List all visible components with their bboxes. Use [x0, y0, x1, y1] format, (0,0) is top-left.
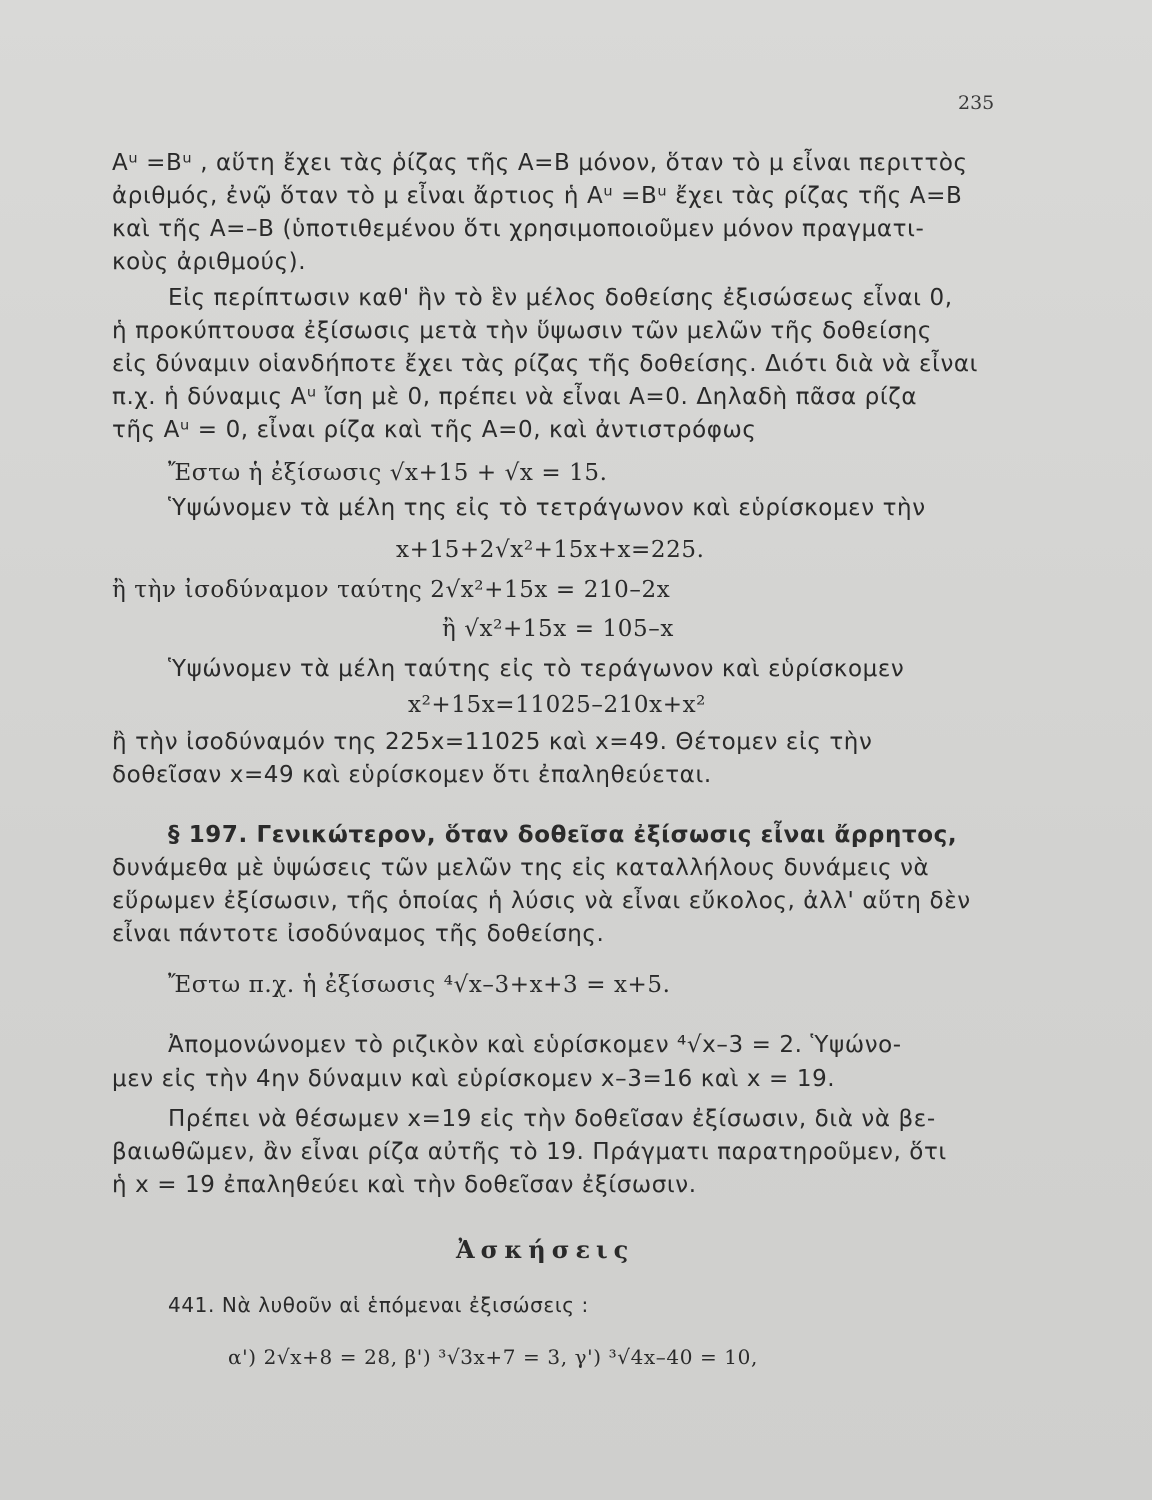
text-line-4: κοὺς ἀριθμούς). — [112, 249, 307, 275]
text-line-24: Ἀπομονώνομεν τὸ ριζικὸν καὶ εὑρίσκομεν ⁴√x–3 = 2. Ὑψώνο- — [168, 1032, 902, 1058]
page-number: 235 — [958, 92, 995, 114]
text-line-2: ἀριθμός, ἐνῷ ὅταν τὸ μ εἶναι ἄρτιος ἡ Aᵘ =Bᵘ ἔχει τὰς ρίζας τῆς A=B — [112, 183, 963, 209]
text-line-28: ἡ x = 19 ἐπαληθεύει καὶ τὴν δοθεῖσαν ἐξίσωσιν. — [112, 1172, 697, 1198]
text-line-22: εἶναι πάντοτε ἰσοδύναμος τῆς δοθείσης. — [112, 921, 605, 947]
example-equation-line: Ἔστω ἡ ἐξίσωσις √x+15 + √x = 15. — [168, 460, 608, 486]
text-line-18: δοθεῖσαν x=49 καὶ εὑρίσκομεν ὅτι ἐπαληθεύεται. — [112, 762, 712, 788]
exercise-items: α') 2√x+8 = 28, β') ³√3x+7 = 3, γ') ³√4x–40 = 10, — [228, 1345, 758, 1369]
text-line-7: εἰς δύναμιν οἱανδήποτε ἔχει τὰς ρίζας τῆς δοθείσης. Διότι διὰ νὰ εἶναι — [112, 351, 979, 377]
text-line-11: Ὑψώνομεν τὰ μέλη της εἰς τὸ τετράγωνον καὶ εὑρίσκομεν τὴν — [168, 495, 926, 521]
text-line-15: Ὑψώνομεν τὰ μέλη ταύτης εἰς τὸ τεράγωνον καὶ εὑρίσκομεν — [168, 656, 905, 682]
text-line-8: π.χ. ἡ δύναμις Aᵘ ἴση μὲ 0, πρέπει νὰ εἶναι A=0. Δηλαδὴ πᾶσα ρίζα — [112, 384, 918, 410]
text-line-6: ἡ προκύπτουσα ἐξίσωσις μετὰ τὴν ὕψωσιν τῶν μελῶν τῆς δοθείσης — [112, 318, 932, 344]
exercises-heading: Ἀσκήσεις — [456, 1235, 635, 1264]
equation-line-3: ἢ √x²+15x = 105–x — [442, 616, 674, 642]
text-line-1: Aᵘ =Bᵘ , αὕτη ἔχει τὰς ῥίζας τῆς A=B μόνον, ὅταν τὸ μ εἶναι περιττὸς — [112, 150, 968, 176]
equation-line-4: x²+15x=11025–210x+x² — [408, 692, 706, 718]
text-line-17: ἢ τὴν ἰσοδύναμόν της 225x=11025 καὶ x=49. Θέτομεν εἰς τὴν — [112, 729, 873, 755]
text-line-20: δυνάμεθα μὲ ὑψώσεις τῶν μελῶν της εἰς καταλλήλους δυνάμεις νὰ — [112, 855, 930, 881]
text-line-27: βαιωθῶμεν, ἂν εἶναι ρίζα αὐτῆς τὸ 19. Πράγματι παρατηροῦμεν, ὅτι — [112, 1139, 947, 1165]
equation-line-5: Ἔστω π.χ. ἡ ἐξίσωσις ⁴√x–3+x+3 = x+5. — [168, 972, 671, 998]
text-line-26: Πρέπει νὰ θέσωμεν x=19 εἰς τὴν δοθεῖσαν ἐξίσωσιν, διὰ νὰ βε- — [168, 1106, 936, 1132]
text-line-5: Εἰς περίπτωσιν καθ' ἣν τὸ ἓν μέλος δοθείσης ἐξισώσεως εἶναι 0, — [168, 285, 953, 311]
equation-line-1: x+15+2√x²+15x+x=225. — [396, 537, 705, 563]
section-197-line: § 197. Γενικώτερον, ὅταν δοθεῖσα ἐξίσωσις εἶναι ἄρρητος, — [168, 822, 958, 848]
exercise-intro: 441. Νὰ λυθοῦν αἱ ἑπόμεναι ἐξισώσεις : — [168, 1293, 589, 1317]
equation-line-2: ἢ τὴν ἰσοδύναμον ταύτης 2√x²+15x = 210–2x — [112, 577, 671, 603]
text-line-3: καὶ τῆς A=–B (ὑποτιθεμένου ὅτι χρησιμοποιοῦμεν μόνον πραγματι- — [112, 216, 925, 242]
text-line-25: μεν εἰς τὴν 4ην δύναμιν καὶ εὑρίσκομεν x–3=16 καὶ x = 19. — [112, 1066, 836, 1092]
text-line-9: τῆς Aᵘ = 0, εἶναι ρίζα καὶ τῆς A=0, καὶ ἀντιστρόφως — [112, 417, 757, 443]
text-line-21: εὕρωμεν ἐξίσωσιν, τῆς ὁποίας ἡ λύσις νὰ εἶναι εὔκολος, ἀλλ' αὕτη δὲν — [112, 888, 971, 914]
